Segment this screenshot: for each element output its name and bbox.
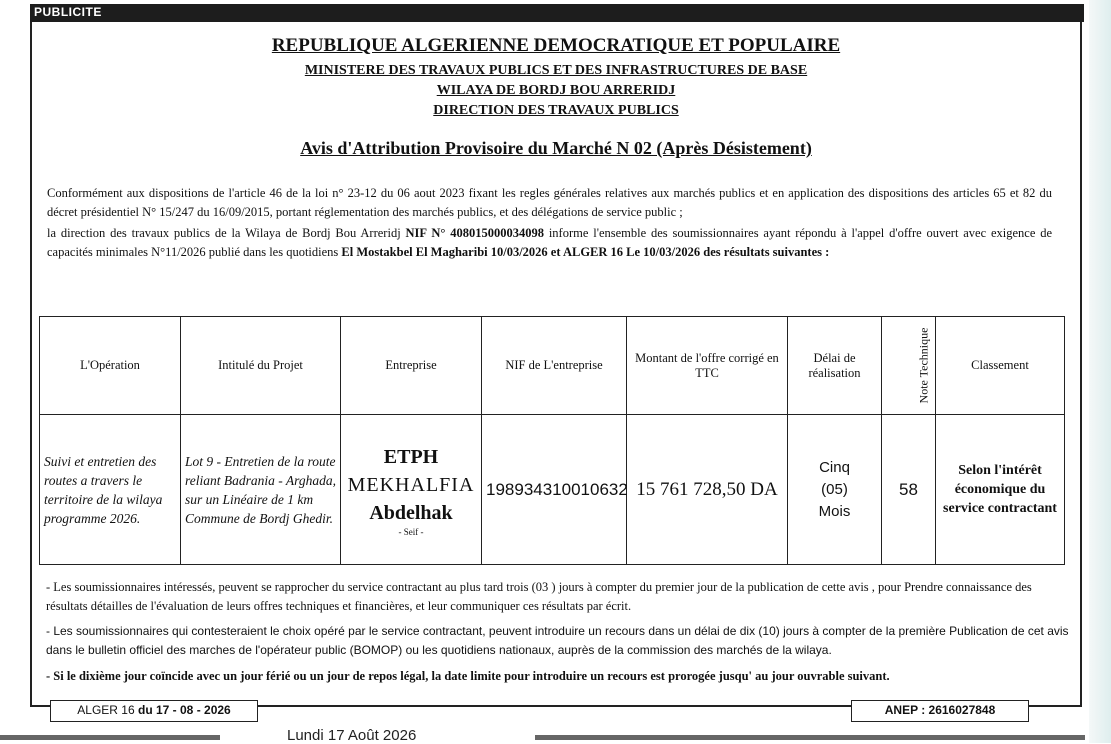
header-nif: NIF de L'entreprise (482, 317, 627, 415)
newspaper-name: ALGER 16 (77, 703, 135, 717)
intro-p2-newspapers: El Mostakbel El Magharibi 10/03/2026 et ALGER 16 Le 10/03/2026 des résultats suivantes : (341, 245, 830, 259)
entreprise-line-4: - Seif - (398, 526, 424, 537)
page-date: Lundi 17 Août 2026 (287, 727, 417, 744)
header-classement: Classement (936, 317, 1065, 415)
cell-classement: Selon l'intérêt économique du service contractant (936, 415, 1065, 565)
direction-nif: NIF N° 408015000034098 (405, 226, 544, 240)
bottom-rule-left (0, 735, 220, 740)
delai-line-1: Cinq (819, 458, 850, 476)
entreprise-line-3: Abdelhak (369, 501, 453, 524)
publication-tag (50, 700, 258, 722)
publication-date: du 17 - 08 - 2026 (138, 703, 231, 717)
cell-montant: 15 761 728,50 DA (627, 415, 788, 565)
cell-nif: 198934310010632 (482, 415, 627, 565)
cell-delai (788, 415, 882, 565)
publicite-header (30, 4, 1084, 22)
footer-note-2: - Les soumissionnaires qui contesteraient le choix opéré par le service contractant, peuvent introduire un recours dans un délai de dix (10) jours à compter de la première Publication de cet avis dans le bulletin officiel des marches de l'opérateur public (BOMOP) ou les quotidiens nationaux, auprès de la commission des marchés de la wilaya. (46, 624, 1069, 657)
publicite-label: PUBLICITE (34, 5, 102, 19)
entreprise-line-1: ETPH (383, 445, 439, 468)
delai-line-3: Mois (818, 502, 851, 520)
header-note-cell (882, 317, 936, 415)
wilaya-title: WILAYA DE BORDJ BOU ARRERIDJ (436, 83, 676, 98)
cell-entreprise (341, 415, 482, 565)
footer-note-1: - Les soumissionnaires intéressés, peuvent se rapprocher du service contractant au plus tard trois (03 ) jours à compter du premier jour de la publication de cette avis , pour Prendre connaissance des résultats détailles de l'évaluation de leurs offres techniques et financières, et leur communiquer ces résultats par écrit. (46, 580, 1032, 613)
results-table (39, 316, 1065, 565)
direction-title: DIRECTION DES TRAVAUX PUBLICS (433, 103, 679, 118)
table-header-row (40, 317, 1065, 415)
avis-title: Avis d'Attribution Provisoire du Marché N 02 (Après Désistement) (300, 138, 812, 158)
cell-operation: Suivi et entretien des routes a travers le territoire de la wilaya programme 2026. (40, 415, 181, 565)
entreprise-line-2: MEKHALFIA (347, 473, 475, 496)
header-note: Note Technique (916, 327, 931, 404)
delai-line-2: (05) (821, 480, 848, 498)
header-operation: L'Opération (40, 317, 181, 415)
ministry-title: MINISTERE DES TRAVAUX PUBLICS ET DES INFRASTRUCTURES DE BASE (304, 63, 808, 78)
table-row (40, 415, 1065, 565)
header-delai: Délai de réalisation (788, 317, 882, 415)
intro-p2-middle: informe l'ensemble des soumissionnaires ayant répondu à l'appel d'offre ouvert avec exigence de capacités minimales N°11/2026 publié dans les quotidiens (47, 226, 1053, 259)
intro-paragraph-2 (47, 224, 1052, 262)
header-entreprise: Entreprise (341, 317, 482, 415)
cell-projet: Lot 9 - Entretien de la route reliant Badrania - Arghada, sur un Linéaire de 1 km Commune de Bordj Ghedir. (181, 415, 341, 565)
intro-paragraph-1: Conformément aux dispositions de l'article 46 de la loi n° 23-12 du 06 aout 2023 fixant les regles générales relatives aux marchés publics et en application des dispositions des articles 65 et 82 du décret présidentiel N° 15/247 du 16/09/2015, portant réglementation des marchés publics, et des délégations de service public ; (47, 186, 1052, 219)
republic-title: REPUBLIQUE ALGERIENNE DEMOCRATIQUE ET POPULAIRE (271, 35, 841, 56)
anep-tag: ANEP : 2616027848 (851, 700, 1029, 722)
header-projet: Intitulé du Projet (181, 317, 341, 415)
bottom-rule-right (535, 735, 1085, 740)
cell-note: 58 (882, 415, 936, 565)
header-montant: Montant de l'offre corrigé en TTC (627, 317, 788, 415)
page-edge-strip (1089, 0, 1111, 743)
footer-note-3: - Si le dixième jour coïncide avec un jour férié ou un jour de repos légal, la date limite pour introduire un recours est prorogée jusqu' au jour ouvrable suivant. (46, 669, 890, 683)
intro-p2-start: la direction des travaux publics de la Wilaya de Bordj Bou Arreridj (47, 226, 401, 240)
